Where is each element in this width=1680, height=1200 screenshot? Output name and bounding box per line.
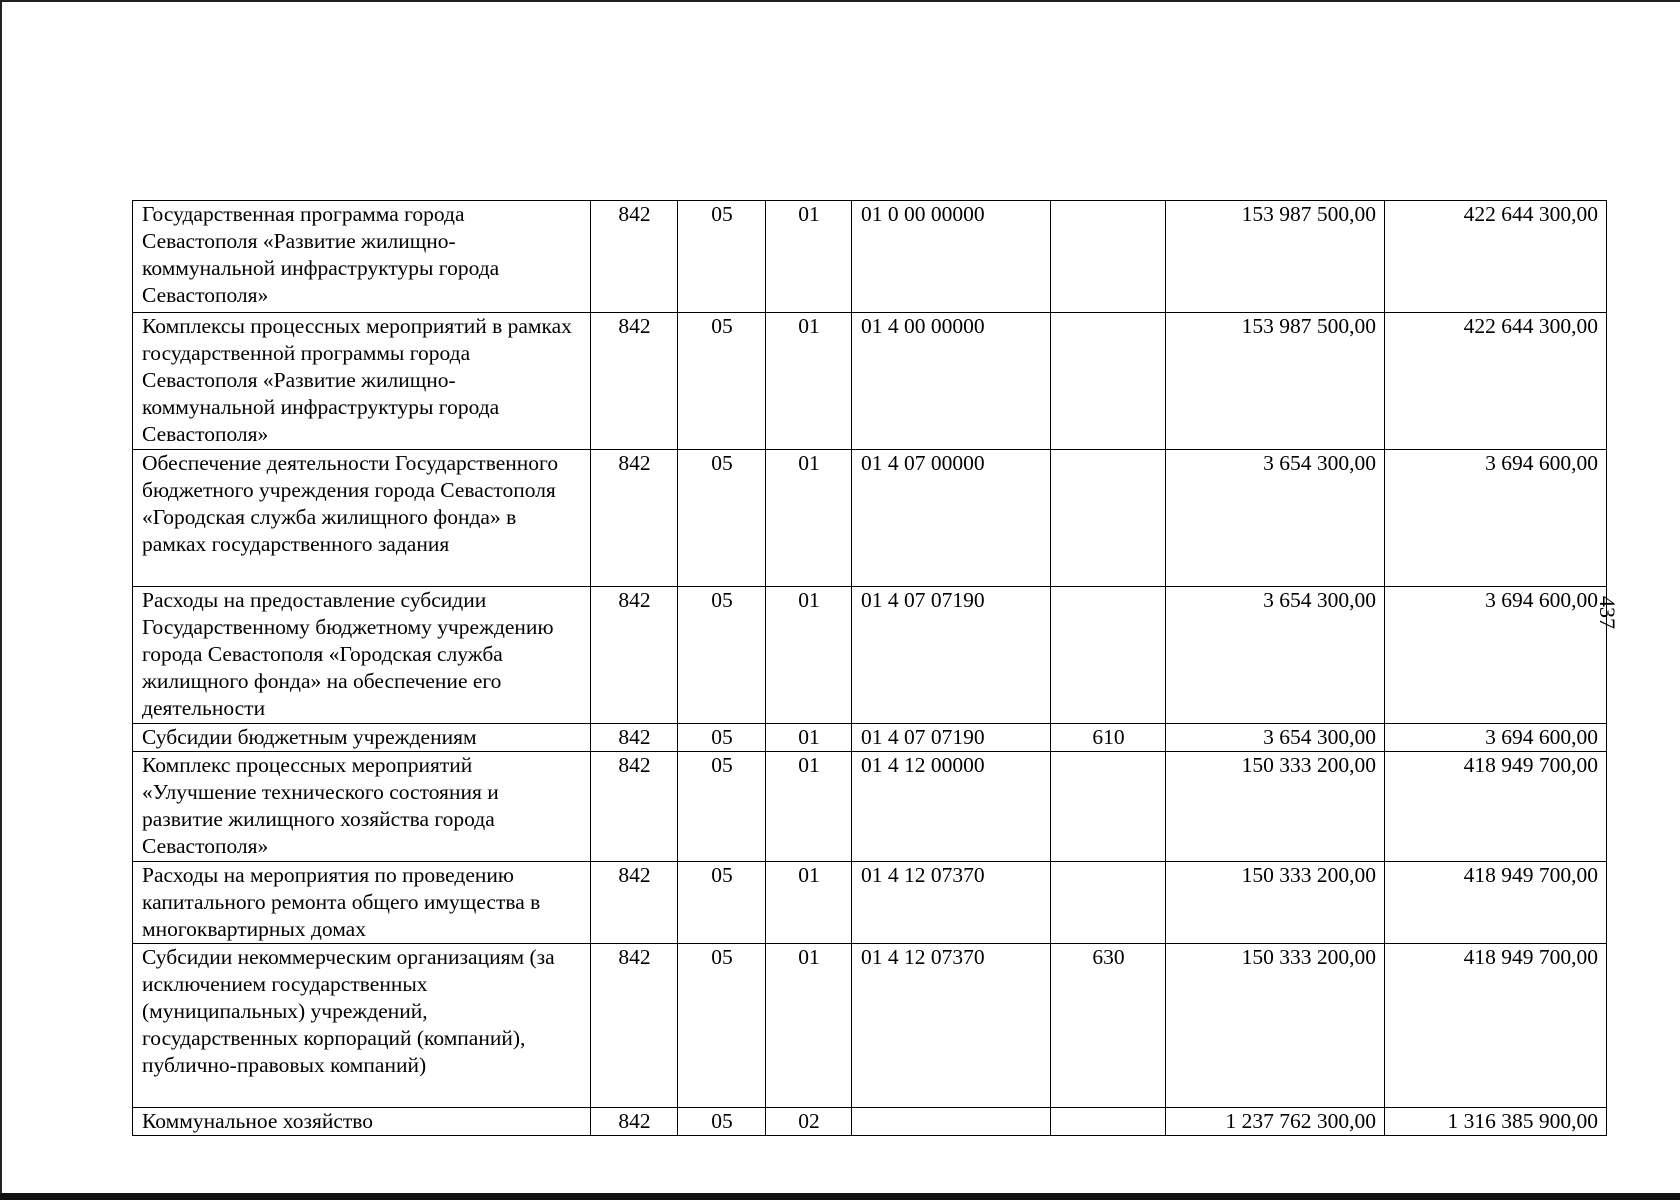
cell-rz: 05 (678, 587, 766, 724)
cell-rz: 05 (678, 944, 766, 1108)
cell-sum-1: 3 654 300,00 (1166, 450, 1385, 587)
cell-name: Расходы на предоставление субсидии Государственному бюджетному учреждению города Севастополя «Городская служба жилищного фонда» на обеспечение его деятельности (133, 587, 591, 724)
cell-sum-1: 150 333 200,00 (1166, 862, 1385, 944)
cell-csr: 01 4 07 00000 (852, 450, 1051, 587)
scan-border-left (0, 0, 2, 1200)
cell-rz: 05 (678, 313, 766, 450)
cell-sum-2: 422 644 300,00 (1385, 201, 1607, 313)
scan-border-top (0, 0, 1680, 2)
cell-csr: 01 0 00 00000 (852, 201, 1051, 313)
cell-gr: 842 (591, 587, 678, 724)
table-row (133, 862, 1607, 944)
scan-border-bottom (0, 1193, 1680, 1200)
cell-name: Субсидии некоммерческим организациям (за исключением государственных (муниципальных) учреждений, государственных корпораций (компаний), публично-правовых компаний) (133, 944, 591, 1108)
cell-sum-2: 3 694 600,00 (1385, 724, 1607, 752)
cell-gr: 842 (591, 944, 678, 1108)
cell-sum-1: 153 987 500,00 (1166, 201, 1385, 313)
cell-sum-1: 3 654 300,00 (1166, 587, 1385, 724)
cell-sum-1: 150 333 200,00 (1166, 944, 1385, 1108)
cell-csr: 01 4 07 07190 (852, 587, 1051, 724)
cell-sum-1: 3 654 300,00 (1166, 724, 1385, 752)
page-number: 437 (1595, 596, 1620, 629)
cell-name: Расходы на мероприятия по проведению капитального ремонта общего имущества в многоквартирных домах (133, 862, 591, 944)
cell-vr (1051, 862, 1166, 944)
cell-pr: 01 (766, 944, 852, 1108)
cell-vr (1051, 587, 1166, 724)
cell-csr: 01 4 12 00000 (852, 752, 1051, 862)
cell-sum-2: 418 949 700,00 (1385, 944, 1607, 1108)
table-row (133, 450, 1607, 587)
cell-vr: 630 (1051, 944, 1166, 1108)
cell-vr (1051, 752, 1166, 862)
cell-csr: 01 4 12 07370 (852, 862, 1051, 944)
cell-sum-2: 418 949 700,00 (1385, 862, 1607, 944)
cell-gr: 842 (591, 862, 678, 944)
table-row (133, 944, 1607, 1108)
table-row (133, 752, 1607, 862)
cell-sum-1: 153 987 500,00 (1166, 313, 1385, 450)
cell-rz: 05 (678, 201, 766, 313)
cell-csr: 01 4 00 00000 (852, 313, 1051, 450)
cell-sum-2: 1 316 385 900,00 (1385, 1108, 1607, 1136)
cell-name: Комплекс процессных мероприятий «Улучшение технического состояния и развитие жилищного хозяйства города Севастополя» (133, 752, 591, 862)
table-row (133, 724, 1607, 752)
cell-gr: 842 (591, 450, 678, 587)
cell-vr (1051, 201, 1166, 313)
cell-name: Комплексы процессных мероприятий в рамках государственной программы города Севастополя «Развитие жилищно-коммунальной инфраструктуры города Севастополя» (133, 313, 591, 450)
cell-vr (1051, 450, 1166, 587)
cell-rz: 05 (678, 862, 766, 944)
cell-pr: 01 (766, 862, 852, 944)
cell-pr: 01 (766, 587, 852, 724)
cell-vr: 610 (1051, 724, 1166, 752)
cell-sum-2: 3 694 600,00 (1385, 587, 1607, 724)
cell-rz: 05 (678, 752, 766, 862)
cell-sum-1: 1 237 762 300,00 (1166, 1108, 1385, 1136)
cell-vr (1051, 1108, 1166, 1136)
table-row (133, 587, 1607, 724)
cell-name: Субсидии бюджетным учреждениям (133, 724, 591, 752)
budget-table (132, 200, 1607, 1136)
cell-sum-2: 422 644 300,00 (1385, 313, 1607, 450)
cell-sum-2: 3 694 600,00 (1385, 450, 1607, 587)
cell-name: Обеспечение деятельности Государственного бюджетного учреждения города Севастополя «Городская служба жилищного фонда» в рамках государственного задания (133, 450, 591, 587)
cell-rz: 05 (678, 724, 766, 752)
cell-vr (1051, 313, 1166, 450)
cell-pr: 02 (766, 1108, 852, 1136)
cell-pr: 01 (766, 724, 852, 752)
cell-pr: 01 (766, 752, 852, 862)
cell-pr: 01 (766, 313, 852, 450)
cell-rz: 05 (678, 1108, 766, 1136)
cell-csr: 01 4 07 07190 (852, 724, 1051, 752)
cell-sum-2: 418 949 700,00 (1385, 752, 1607, 862)
cell-rz: 05 (678, 450, 766, 587)
cell-name: Коммунальное хозяйство (133, 1108, 591, 1136)
cell-gr: 842 (591, 752, 678, 862)
cell-sum-1: 150 333 200,00 (1166, 752, 1385, 862)
cell-csr (852, 1108, 1051, 1136)
cell-gr: 842 (591, 724, 678, 752)
cell-gr: 842 (591, 201, 678, 313)
table-row (133, 1108, 1607, 1136)
cell-name: Государственная программа города Севастополя «Развитие жилищно-коммунальной инфраструктуры города Севастополя» (133, 201, 591, 313)
cell-gr: 842 (591, 313, 678, 450)
table-row (133, 313, 1607, 450)
cell-pr: 01 (766, 450, 852, 587)
cell-pr: 01 (766, 201, 852, 313)
table-row (133, 201, 1607, 313)
cell-gr: 842 (591, 1108, 678, 1136)
cell-csr: 01 4 12 07370 (852, 944, 1051, 1108)
